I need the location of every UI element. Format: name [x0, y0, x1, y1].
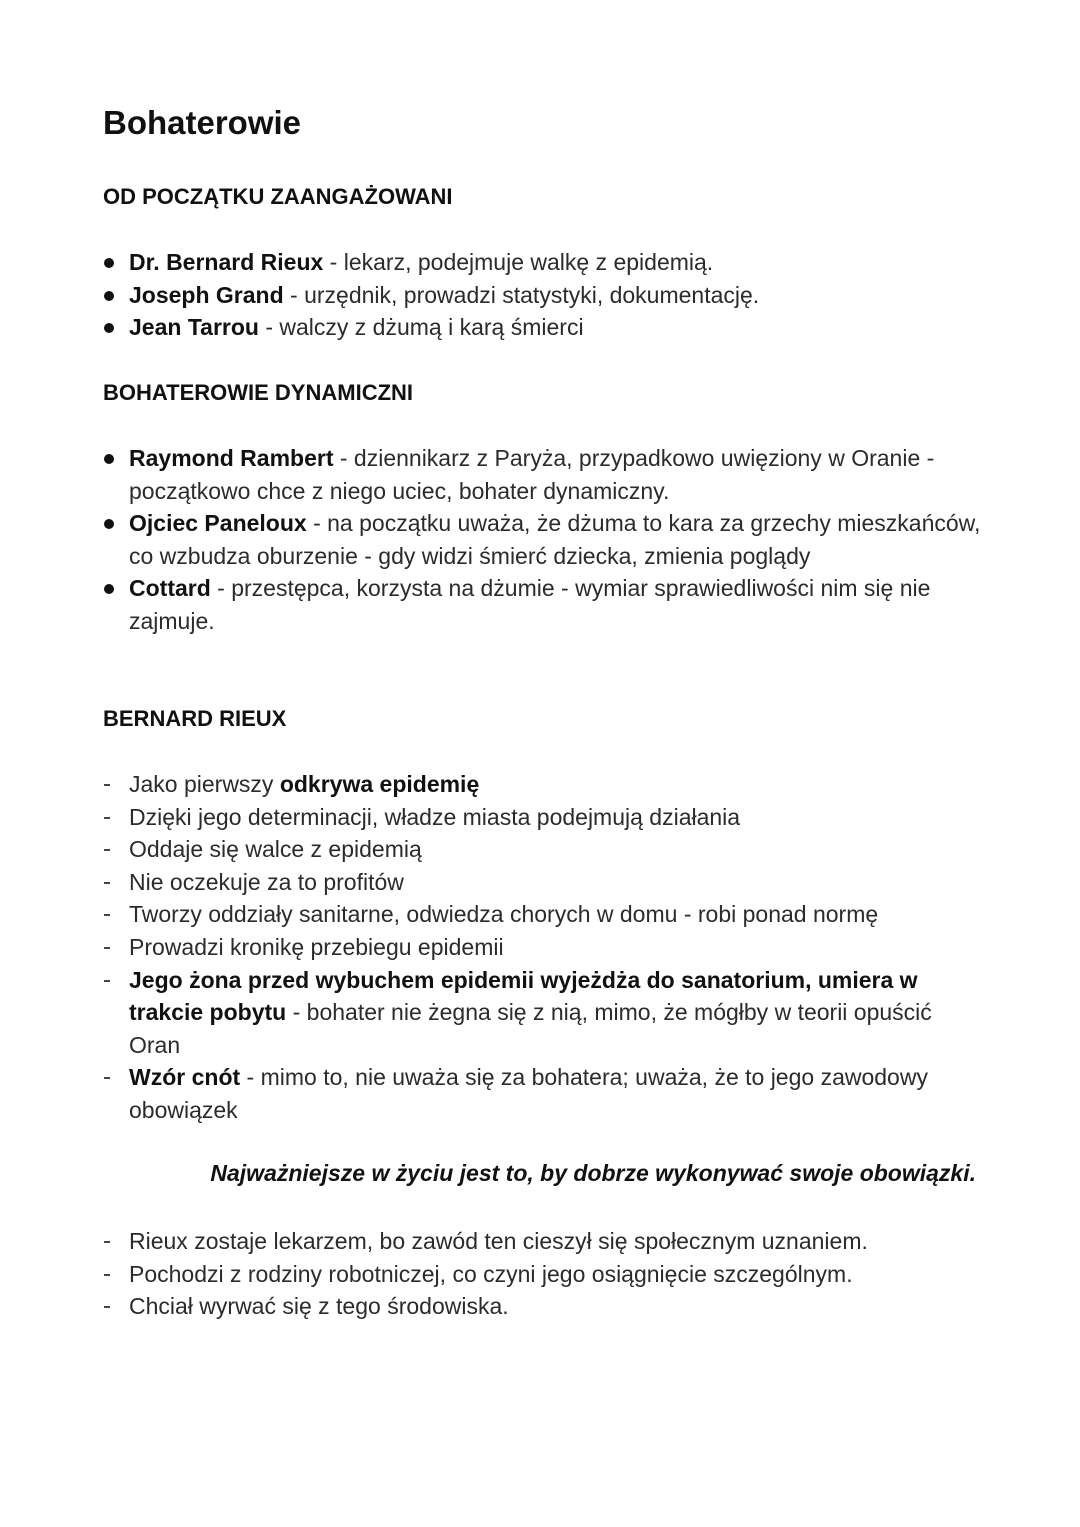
rieux-list — [0, 768, 1000, 1127]
dash-icon — [104, 1077, 110, 1079]
character-description: - walczy z dżumą i karą śmierci — [258, 314, 584, 341]
list-item — [0, 768, 989, 801]
item-text: Oddaje się walce z epidemią — [129, 836, 422, 863]
item-text: Pochodzi z rodziny robotniczej, co czyni jego osiągnięcie szczególnym. — [129, 1260, 853, 1287]
dash-icon — [104, 817, 110, 819]
list-item — [0, 246, 989, 279]
bullet-icon — [104, 323, 114, 333]
character-name: Joseph Grand — [129, 281, 284, 308]
dynamic-list — [0, 442, 1000, 638]
character-name: Jean Tarrou — [129, 314, 259, 341]
bullet-icon — [104, 454, 114, 464]
bullet-icon — [104, 519, 114, 529]
page-title: Bohaterowie — [103, 104, 302, 141]
dash-icon — [104, 784, 110, 786]
item-text-after: - bohater nie żegna się z nią, mimo, że mógłby w teorii opuścić Oran — [129, 999, 932, 1058]
bullet-icon — [104, 584, 114, 594]
bullet-icon — [104, 258, 114, 268]
item-emphasis: odkrywa epidemię — [279, 771, 480, 797]
item-text: Rieux zostaje lekarzem, bo zawód ten cieszył się społecznym uznaniem. — [129, 1228, 868, 1254]
list-item — [0, 1258, 989, 1291]
rieux-background-list — [0, 1225, 1000, 1323]
dash-icon — [104, 849, 110, 851]
committed-list — [0, 246, 1000, 344]
list-item — [0, 442, 989, 507]
character-description: - przestępca, korzysta na dżumie - wymiar sprawiedliwości nim się nie zajmuje. — [129, 575, 931, 634]
dash-icon — [104, 882, 110, 884]
item-emphasis: Jego żona przed wybuchem epidemii wyjeżdża do sanatorium, umiera w trakcie pobytu — [129, 966, 918, 1026]
section-heading-rieux: BERNARD RIEUX — [103, 706, 287, 731]
character-description: - na początku uważa, że dżuma to kara za grzechy mieszkańców, co wzbudza oburzenie - gdy widzi śmierć dziecka, zmienia poglądy — [129, 510, 981, 569]
item-text: Nie oczekuje za to profitów — [129, 868, 404, 895]
dash-icon — [104, 1241, 110, 1243]
list-item — [0, 1061, 989, 1126]
list-item — [0, 898, 989, 931]
section-heading-committed: OD POCZĄTKU ZAANGAŻOWANI — [103, 184, 453, 209]
item-text: Tworzy oddziały sanitarne, odwiedza chorych w domu - robi ponad normę — [129, 901, 879, 928]
list-item — [0, 833, 989, 866]
list-item — [0, 1290, 989, 1323]
dash-icon — [104, 1306, 110, 1308]
list-item — [0, 866, 989, 899]
dash-icon — [104, 947, 110, 949]
quote: Najważniejsze w życiu jest to, by dobrze wykonywać swoje obowiązki. — [210, 1160, 976, 1186]
item-text: Chciał wyrwać się z tego środowiska. — [129, 1293, 509, 1320]
character-name: Ojciec Paneloux — [129, 510, 307, 537]
section-heading-dynamic: BOHATEROWIE DYNAMICZNI — [103, 380, 414, 405]
item-text: Jako pierwszy — [129, 771, 280, 797]
list-item — [0, 801, 989, 834]
item-text: Dzięki jego determinacji, władze miasta podejmują działania — [129, 803, 741, 830]
character-name: Raymond Rambert — [129, 445, 334, 471]
list-item — [0, 1225, 989, 1258]
item-text: Prowadzi kronikę przebiegu epidemii — [129, 933, 504, 960]
list-item — [0, 931, 989, 964]
list-item — [0, 572, 989, 637]
item-emphasis: Wzór cnót — [129, 1064, 241, 1091]
bullet-icon — [104, 291, 114, 301]
item-text-after: - mimo to, nie uważa się za bohatera; uważa, że to jego zawodowy obowiązek — [129, 1064, 928, 1123]
list-item — [0, 964, 989, 1062]
character-description: - dziennikarz z Paryża, przypadkowo uwięziony w Oranie - początkowo chce z niego uciec, bohater dynamiczny. — [129, 445, 935, 504]
list-item — [0, 507, 989, 572]
dash-icon — [104, 980, 110, 982]
character-description: - urzędnik, prowadzi statystyki, dokumentację. — [283, 281, 760, 308]
dash-icon — [104, 914, 110, 916]
list-item — [0, 279, 989, 312]
character-name: Cottard — [129, 575, 211, 602]
dash-icon — [104, 1274, 110, 1276]
character-name: Dr. Bernard Rieux — [129, 249, 324, 275]
list-item — [0, 311, 989, 344]
character-description: - lekarz, podejmuje walkę z epidemią. — [323, 249, 714, 275]
